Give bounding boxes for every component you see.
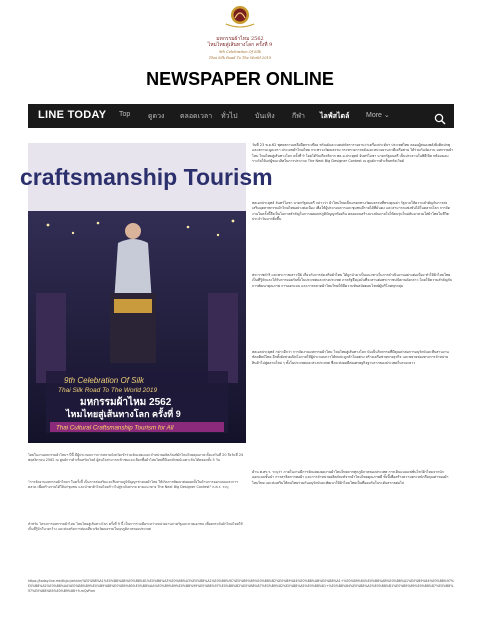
event-subtitle-en2: Thai Silk Road To The World 2019 xyxy=(208,56,272,60)
line-today-navbar xyxy=(28,104,454,128)
search-icon[interactable] xyxy=(434,110,446,122)
article-paragraph-1: วันที่ 23 พ.ย.62 พุทธสถานเหลือปีตกระเทียง ชรัณย์และเบศเล่ห์ตรารายงานว่าเครื่องประดับฯ ประเทศไทย ตลองผู้สนองพลังยิ่งคิดปกพุ และสถานะนูดเจรา ประเภทผ้าไหมไทย กระทรวงวัฒนธรรม กระทรวงการคลังและหน่วยงานภาคีเครือข่าย ได้ร่วมกันจัดงาน มหกรรมผ้าไหม ไหมไทยสู่เส้นทางโลก ครั้งที่ 9 โดยได้รับเกียรติจาก พล.อ.ประยุทธ์ จันทร์โอชา นายกรัฐมนตรี เป็นประธานในพิธีเปิด พร้อมมอบรางวัลให้แก่ผู้ชนะเลิศในการประกวด The Next Big Designer Contest ณ ศูนย์การค้าเซ็นทรัลเวิลด์ xyxy=(252,143,454,164)
event-subtitle xyxy=(0,49,480,61)
banner-sub: Thai Cultural Craftsmanship Tourism for All xyxy=(56,424,174,432)
banner-en2: Thai Silk Road To The World 2019 xyxy=(58,387,158,394)
banner-th2: ไหมไทยสู่เส้นทางโลก ครั้งที่ 9 xyxy=(66,409,181,419)
article-paragraph-4: พลเอกประยุทธ์ กล่าวอีกว่า การจัดงานมหกรรมผ้าไหม ไหมไทยสู่เส้นทางโลก นับเป็นกิจกรรมที่มีคุณค่าต่อการอนุรักษ์และสืบสานงานหัตถศิลป์ไทย อีกทั้งยังช่วยเปิดโอกาสให้ผู้ประกอบการได้พบปะลูกค้าโดยตรง สร้างเครือข่ายทางธุรกิจ และขยายช่องทางการจำหน่ายสินค้าไปสู่ตลาดใหม่ ๆ ทั้งในประเทศและต่างประเทศ ซึ่งจะส่งผลดีต่อเศรษฐกิจฐานรากของประเทศในระยะยาว xyxy=(252,350,449,365)
banner-th1: มหกรรมผ้าไหม 2562 xyxy=(80,397,172,408)
source-url[interactable]: https://today.line.me/th/pc/article/%E0%B8%A1%E0%B8%AB%E0%B8%81%E0%B8%A3%E0%B8%A3%E0%B8%A1%E0%B8%9C%E0%B9%89%E0%B8%B2%E0%B9%84%E0%B8%AB%E0%B8%A1+%E0%B9%84%E0%B8%AB%E0%B8%A1%E0%B9%84%E0%B8%97%E0%B8%A2%E0%B8%AA%E0%B8%B9%E0%B9%88%E0%B9%80%E0%B8%AA%E0%B9%89%E0%B8%99%E0%B8%97%E0%B8%B2%E0%B8%87%E0%B9%82%E0%B8%A5%E0%B8%81+%E0%B8%84%E0%B8%A3%E0%B8%B1%E0%B9%89%E0%B8%87%E0%B8%97%E0%B8%B5%E0%B9%88+9-mQvPxm xyxy=(28,579,454,593)
event-title-th: มหกรรมผ้าไหม 2562 xyxy=(216,36,264,42)
nav-item-horoscope[interactable]: ดูดวง xyxy=(148,113,165,120)
nav-item-lifestyle[interactable]: ไลฟ์สไตล์ xyxy=(320,113,350,120)
caption-paragraph-3: สำหรับ โครงการมหกรรมผ้าไหม ไหมไทยสู่เส้นทางโลก ครั้งที่ 9 นี้ เป็นการร่วมมือระหว่างหน่วยงานภาครัฐและภาคเอกชน เพื่อยกระดับผ้าไหมไทยให้เป็นที่รู้จักในวงกว้าง และส่งเสริมการท่องเที่ยวเชิงวัฒนธรรมในทุกภูมิภาคของประเทศ xyxy=(28,522,243,532)
banner-en1: 9th Celebration Of Silk xyxy=(64,376,145,385)
nav-item-top[interactable]: Top xyxy=(119,111,131,118)
article-paragraph-2: พลเอกประยุทธ์ จันทร์โอชา นายกรัฐมนตรี กล่าวว่า ผ้าไหมไทยเป็นมรดกทางวัฒนธรรมที่ทรงคุณค่า รัฐบาลให้ความสำคัญกับการส่งเสริมอุตสาหกรรมผ้าไหมไทยอย่างต่อเนื่อง เพื่อให้ผู้ประกอบการและชุมชนมีรายได้ที่มั่นคง และสามารถแข่งขันได้ในตลาดโลก การจัดงานในครั้งนี้จึงเป็นโอกาสสำคัญในการเผยแพร่ภูมิปัญญาท้องถิ่น ตลอดจนสร้างแรงบันดาลใจให้คนรุ่นใหม่หันมาสวมใส่ผ้าไทยในชีวิตประจำวันมากยิ่งขึ้น xyxy=(252,201,451,222)
caption-paragraph-1: โดยในงานมหกรรมผ้าไหมฯ ปีนี้ มีผู้ประกอบการจากหลายจังหวัดเข้าร่วมจัดแสดงและจำหน่ายผลิตภัณฑ์ผ้าไหมไทยคุณภาพ ตั้งแต่วันที่ 20 ถึงวันที่ 24 พฤศจิกายน 2562 ณ ศูนย์การค้าเซ็นทรัลเวิลด์ ผู้สนใจสามารถเข้าชมและเลือกซื้อผ้าไหมไทยที่มีเอกลักษณ์เฉพาะถิ่นได้ตลอดทั้ง 5 วัน xyxy=(28,453,244,463)
event-title-th2: ไหมไทยสู่เส้นทางโลก ครั้งที่ 9 xyxy=(207,42,273,48)
nav-item-entertainment[interactable]: บันเทิง xyxy=(255,113,275,120)
article-paragraph-3: พระราชดำริ และพระราชเสาวนีย์ เกี่ยวกับการส่งเสริมผ้าไทย ได้ถูกนำมาเป็นแนวทางในการดำเนินงานอย่างต่อเนื่อง ทำให้ผ้าไหมไทยเป็นที่รู้จักและได้รับการยอมรับทั้งในประเทศและต่างประเทศ ภาครัฐจึงมุ่งมั่นที่จะสานต่อพระราชปณิธานดังกล่าว โดยให้ความสำคัญกับการพัฒนาคุณภาพ การออกแบบ และการตลาดผ้าไหมไทยให้มีความทันสมัยตอบโจทย์ผู้บริโภคทุกกลุ่ม xyxy=(252,273,453,288)
nav-item-more[interactable]: More ⌄ xyxy=(366,112,390,119)
page-headline: NEWSPAPER ONLINE xyxy=(146,69,334,89)
event-title xyxy=(0,36,480,48)
article-paragraph-5: ด้าน ศ.ศร.ร. ระบุว่า ภายในงานมีการจัดแสดงผลงานผ้าไหมไทยจากทุกภูมิภาคของประเทศ การเดินแบบแฟชั่นโชว์ผ้าไหมจากนักออกแบบชั้นนำ การสาธิตการทอผ้า และการจำหน่ายผลิตภัณฑ์จากผ้าไหมไทยคุณภาพดี ทั้งนี้เพื่อสร้างความตระหนักถึงคุณค่าของผ้าไหมไทย และส่งเสริมให้คนไทยร่วมกันอนุรักษ์และพัฒนาให้ผ้าไหมไทยเป็นที่ยอมรับในระดับสากลต่อไป xyxy=(252,470,449,485)
event-logo xyxy=(212,4,268,30)
event-subtitle-en1: 9th Celebration Of Silk xyxy=(218,50,262,54)
line-today-logo[interactable]: LINE TODAY xyxy=(38,109,107,121)
caption-paragraph-2: "การจัดงานมหกรรมผ้าไหมฯ ในครั้งนี้ เป็นการส่งเสริมและสืบสานภูมิปัญญาช่างทอผ้าไทย ให้เกิดการพัฒนาต่อยอดทั้งในด้านการออกแบบและการตลาด เพื่อสร้างรายได้ให้แก่ชุมชน และนำพาผ้าไหมไทยก้าวไปสู่ระดับสากล ตามแนวทาง The Next Big Designer Contest" ก.ศ.ร. ระบุ xyxy=(28,480,238,490)
nav-item-general[interactable]: ทั่วไป xyxy=(221,113,238,120)
article-photo xyxy=(20,143,273,443)
nav-item-sports[interactable]: กีฬา xyxy=(292,113,305,120)
nav-item-live[interactable]: ตลอดเวลา xyxy=(180,113,213,120)
backdrop-text: craftsmanship Tourism xyxy=(20,164,273,190)
